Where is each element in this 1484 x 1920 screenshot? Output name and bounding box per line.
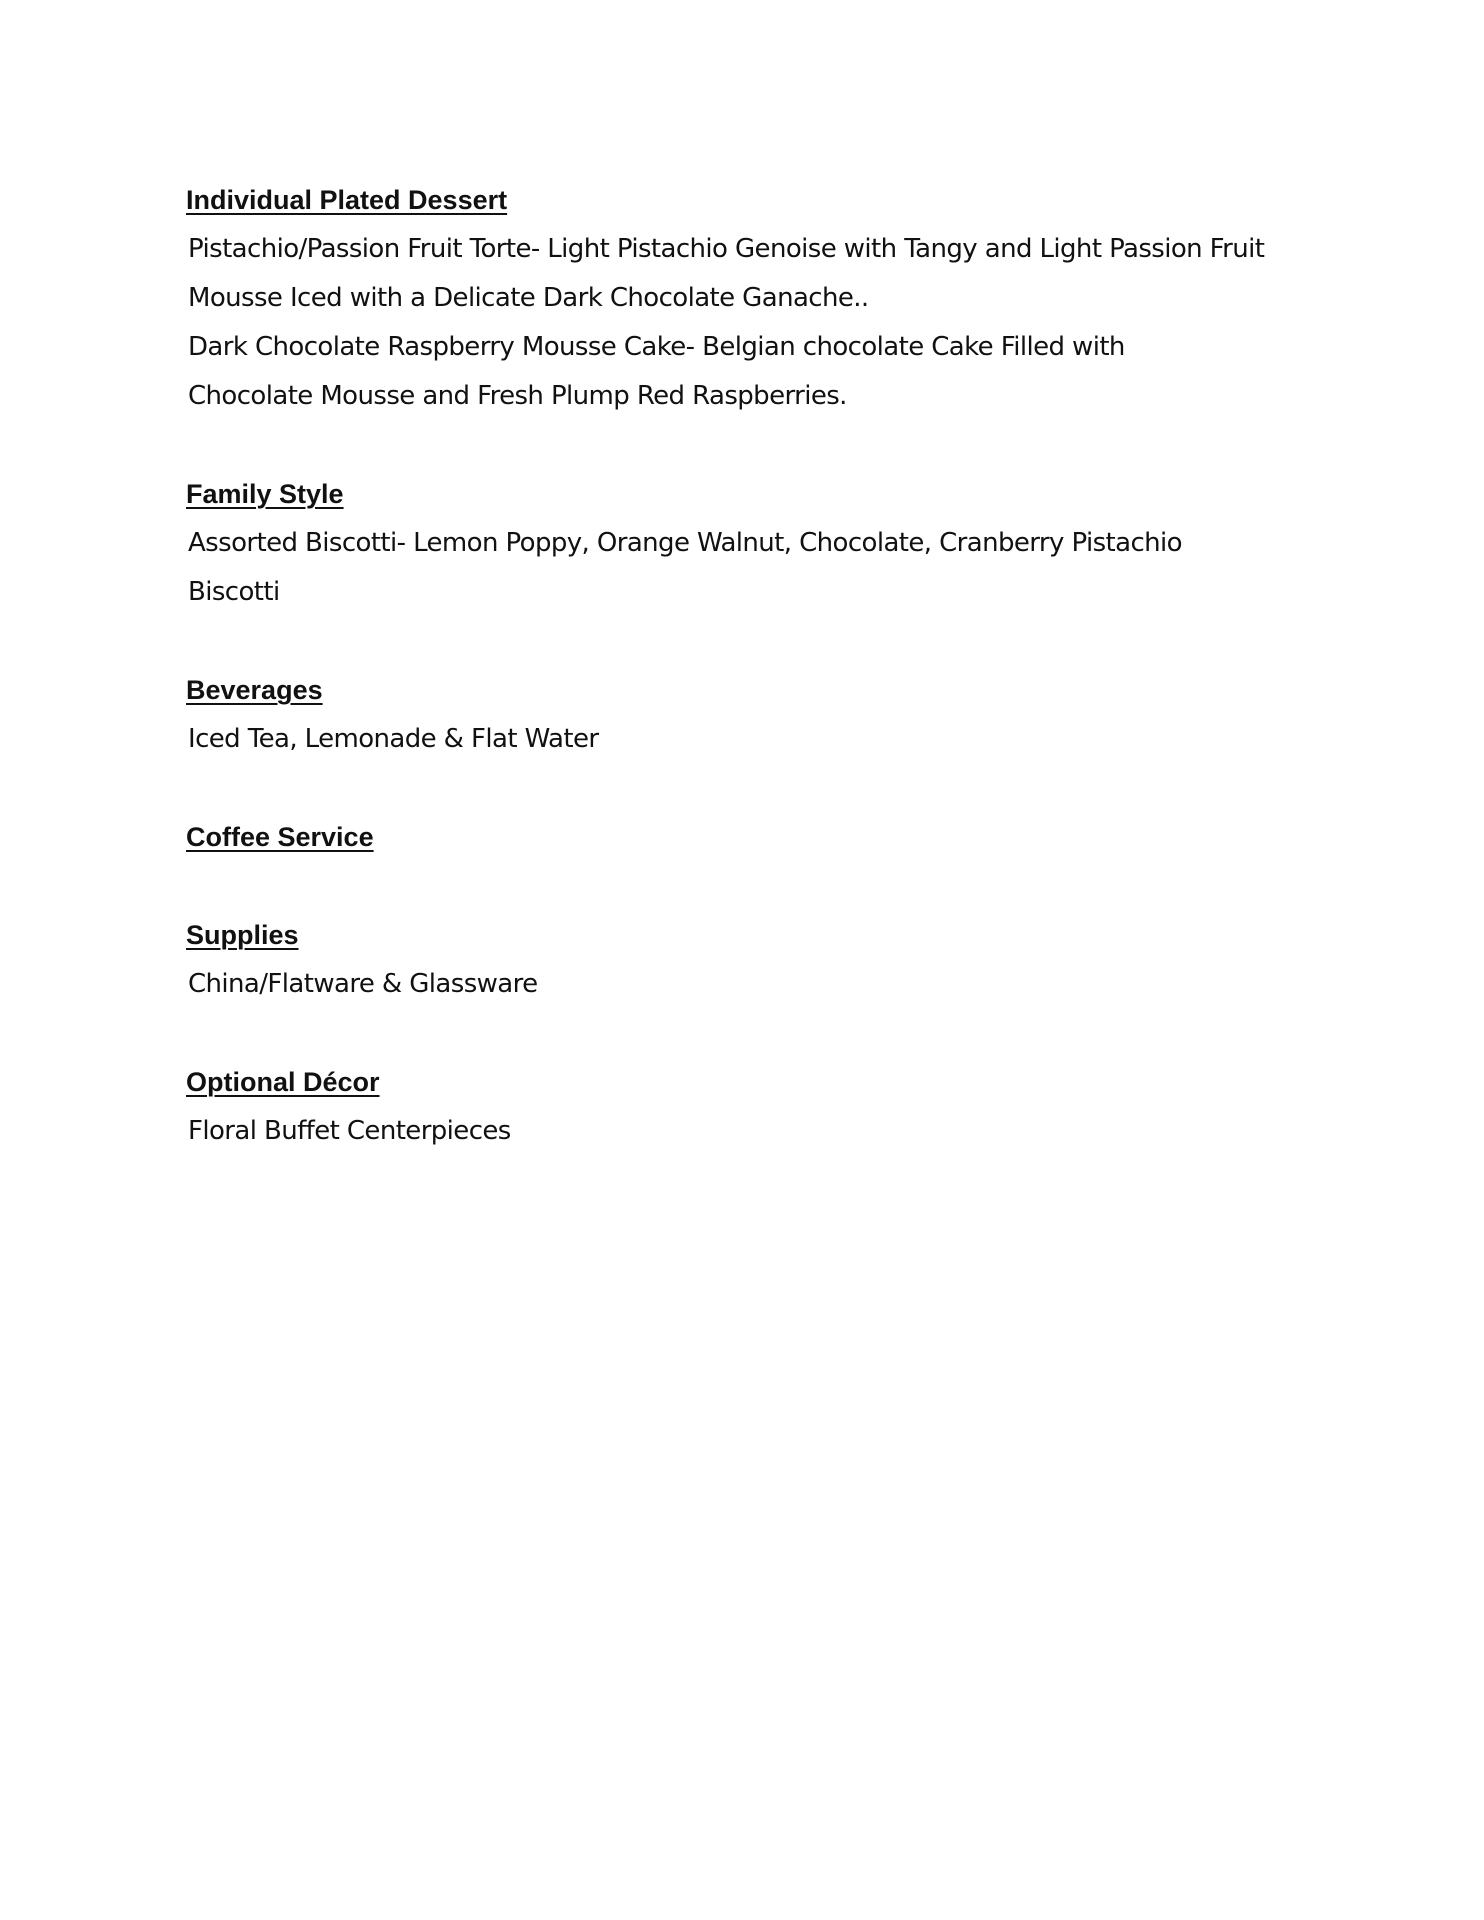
section-heading: Beverages [186, 675, 323, 705]
section-spacer [186, 1009, 1306, 1058]
menu-item-line: Dark Chocolate Raspberry Mousse Cake- Belgian chocolate Cake Filled with [188, 332, 1125, 362]
section-coffee-service [186, 813, 1306, 862]
menu-item-line: Iced Tea, Lemonade & Flat Water [188, 724, 599, 754]
section-heading: Family Style [186, 479, 344, 509]
menu-item-line: Biscotti [188, 577, 280, 607]
menu-item-line: China/Flatware & Glassware [188, 969, 538, 999]
section-heading: Coffee Service [186, 822, 374, 852]
menu-item-line: Assorted Biscotti- Lemon Poppy, Orange Walnut, Chocolate, Cranberry Pistachio [188, 528, 1182, 558]
menu-item-line: Floral Buffet Centerpieces [188, 1116, 511, 1146]
section-heading: Supplies [186, 920, 299, 950]
section-heading: Optional Décor [186, 1067, 380, 1097]
section-heading: Individual Plated Dessert [186, 185, 508, 215]
section-spacer [186, 862, 1306, 911]
menu-item-line: Mousse Iced with a Delicate Dark Chocolate Ganache.. [188, 283, 869, 313]
section-family-style [186, 470, 1306, 617]
section-spacer [186, 764, 1306, 813]
section-spacer [186, 421, 1306, 470]
section-supplies [186, 911, 1306, 1009]
section-spacer [186, 617, 1306, 666]
menu-item-line: Chocolate Mousse and Fresh Plump Red Raspberries. [188, 381, 847, 411]
section-individual-plated-dessert [186, 176, 1306, 421]
section-optional-decor [186, 1058, 1306, 1156]
section-beverages [186, 666, 1306, 764]
menu-item-line: Pistachio/Passion Fruit Torte- Light Pistachio Genoise with Tangy and Light Passion Fruit [188, 234, 1265, 264]
menu-content [186, 176, 1306, 1156]
